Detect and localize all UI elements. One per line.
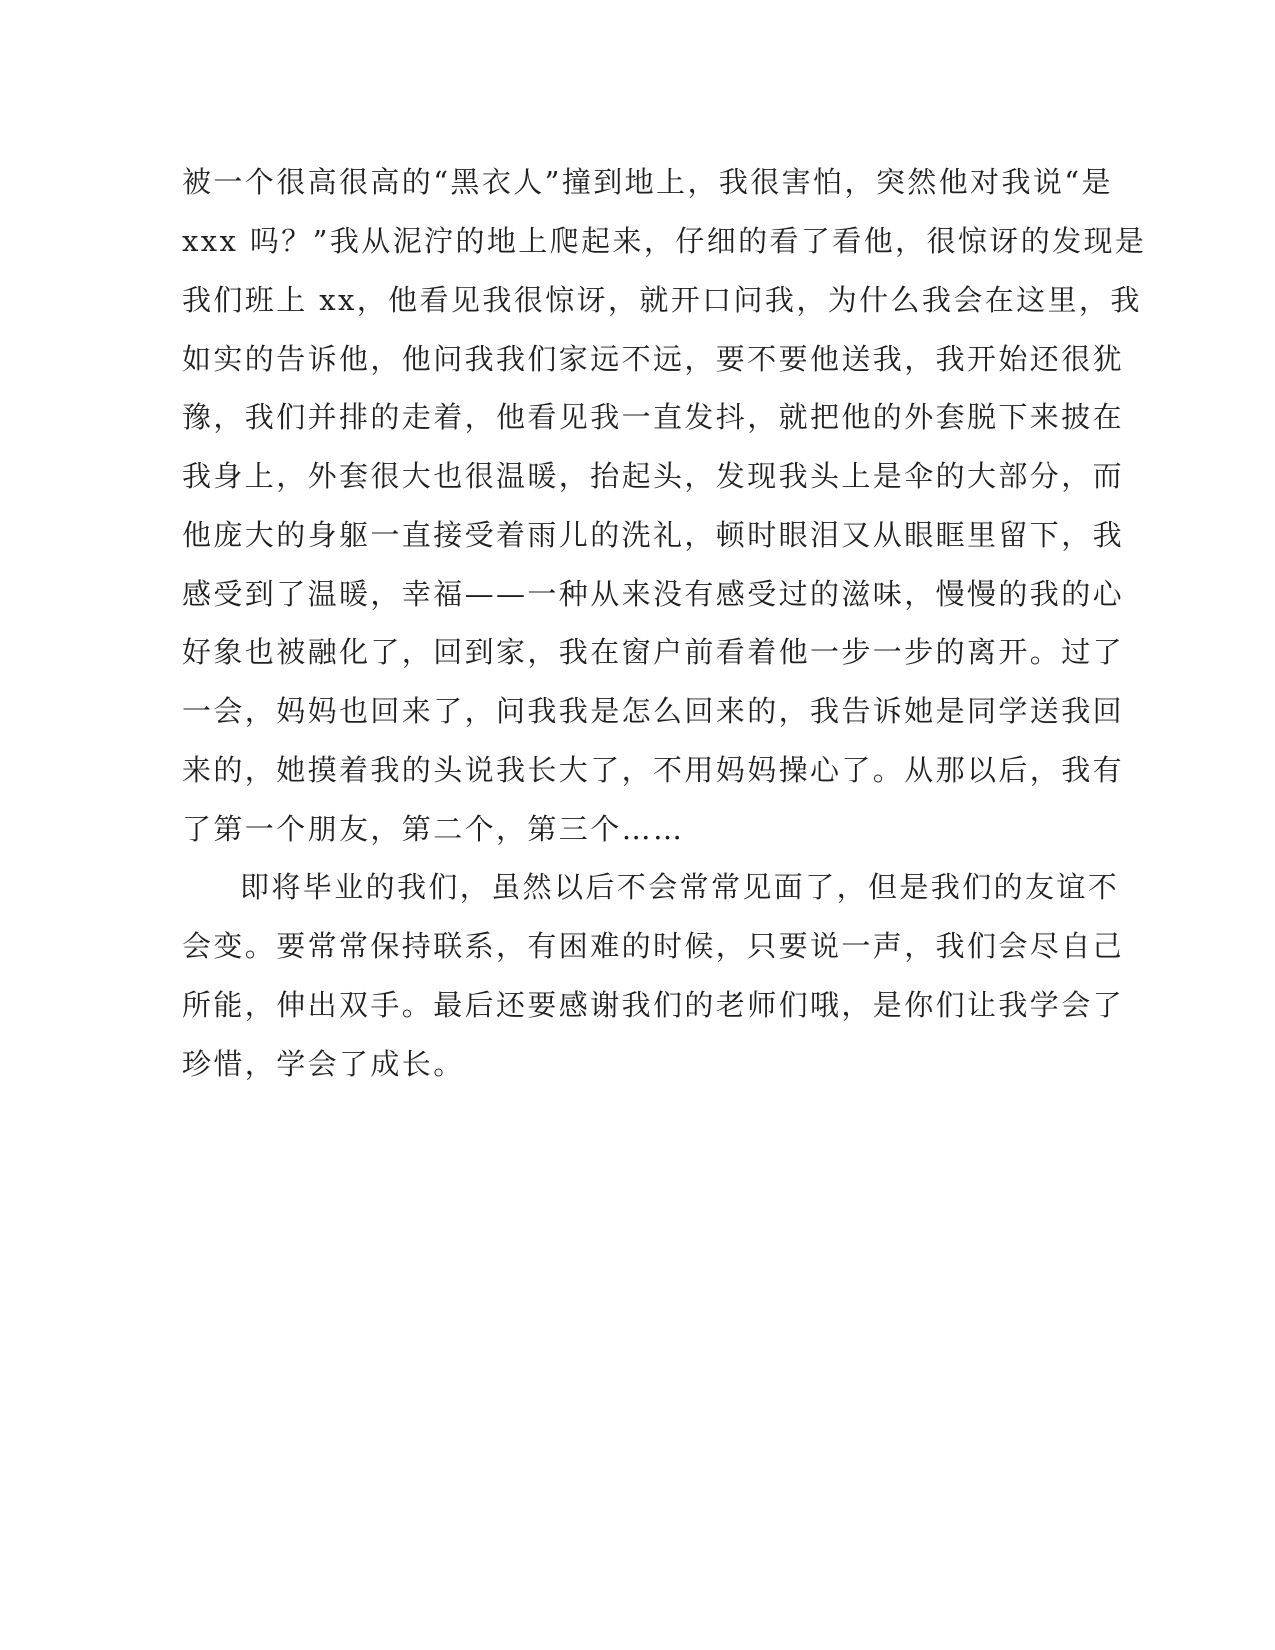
text-line: 感受到了温暖，幸福——一种从来没有感受过的滋味，慢慢的我的心	[182, 577, 1125, 611]
text-line: 我们班上 xx，他看见我很惊讶，就开口问我，为什么我会在这里，我	[182, 283, 1142, 317]
text-line: 如实的告诉他，他问我我们家远不远，要不要他送我，我开始还很犹	[182, 342, 1125, 376]
text-line: 被一个很高很高的“黑衣人”撞到地上，我很害怕，突然他对我说“是	[182, 165, 1113, 199]
text-line: 他庞大的身躯一直接受着雨儿的洗礼，顿时眼泪又从眼眶里留下，我	[182, 518, 1125, 552]
text-line: xxx 吗？”我从泥泞的地上爬起来，仔细的看了看他，很惊讶的发现是	[182, 224, 1147, 258]
text-line: 来的，她摸着我的头说我长大了，不用妈妈操心了。从那以后，我有	[182, 753, 1125, 787]
text-line: 一会，妈妈也回来了，问我我是怎么回来的，我告诉她是同学送我回	[182, 694, 1125, 728]
text-line: 我身上，外套很大也很温暖，抬起头，发现我头上是伞的大部分，而	[182, 459, 1125, 493]
text-line: 好象也被融化了，回到家，我在窗户前看着他一步一步的离开。过了	[182, 635, 1125, 669]
text-line: 豫，我们并排的走着，他看见我一直发抖，就把他的外套脱下来披在	[182, 400, 1125, 434]
text-line: 即将毕业的我们，虽然以后不会常常见面了，但是我们的友谊不	[240, 870, 1120, 904]
text-line: 珍惜，学会了成长。	[182, 1047, 465, 1081]
text-line: 会变。要常常保持联系，有困难的时候，只要说一声，我们会尽自己	[182, 929, 1125, 963]
text-line: 所能，伸出双手。最后还要感谢我们的老师们哦，是你们让我学会了	[182, 988, 1125, 1022]
text-line: 了第一个朋友，第二个，第三个……	[182, 812, 685, 846]
